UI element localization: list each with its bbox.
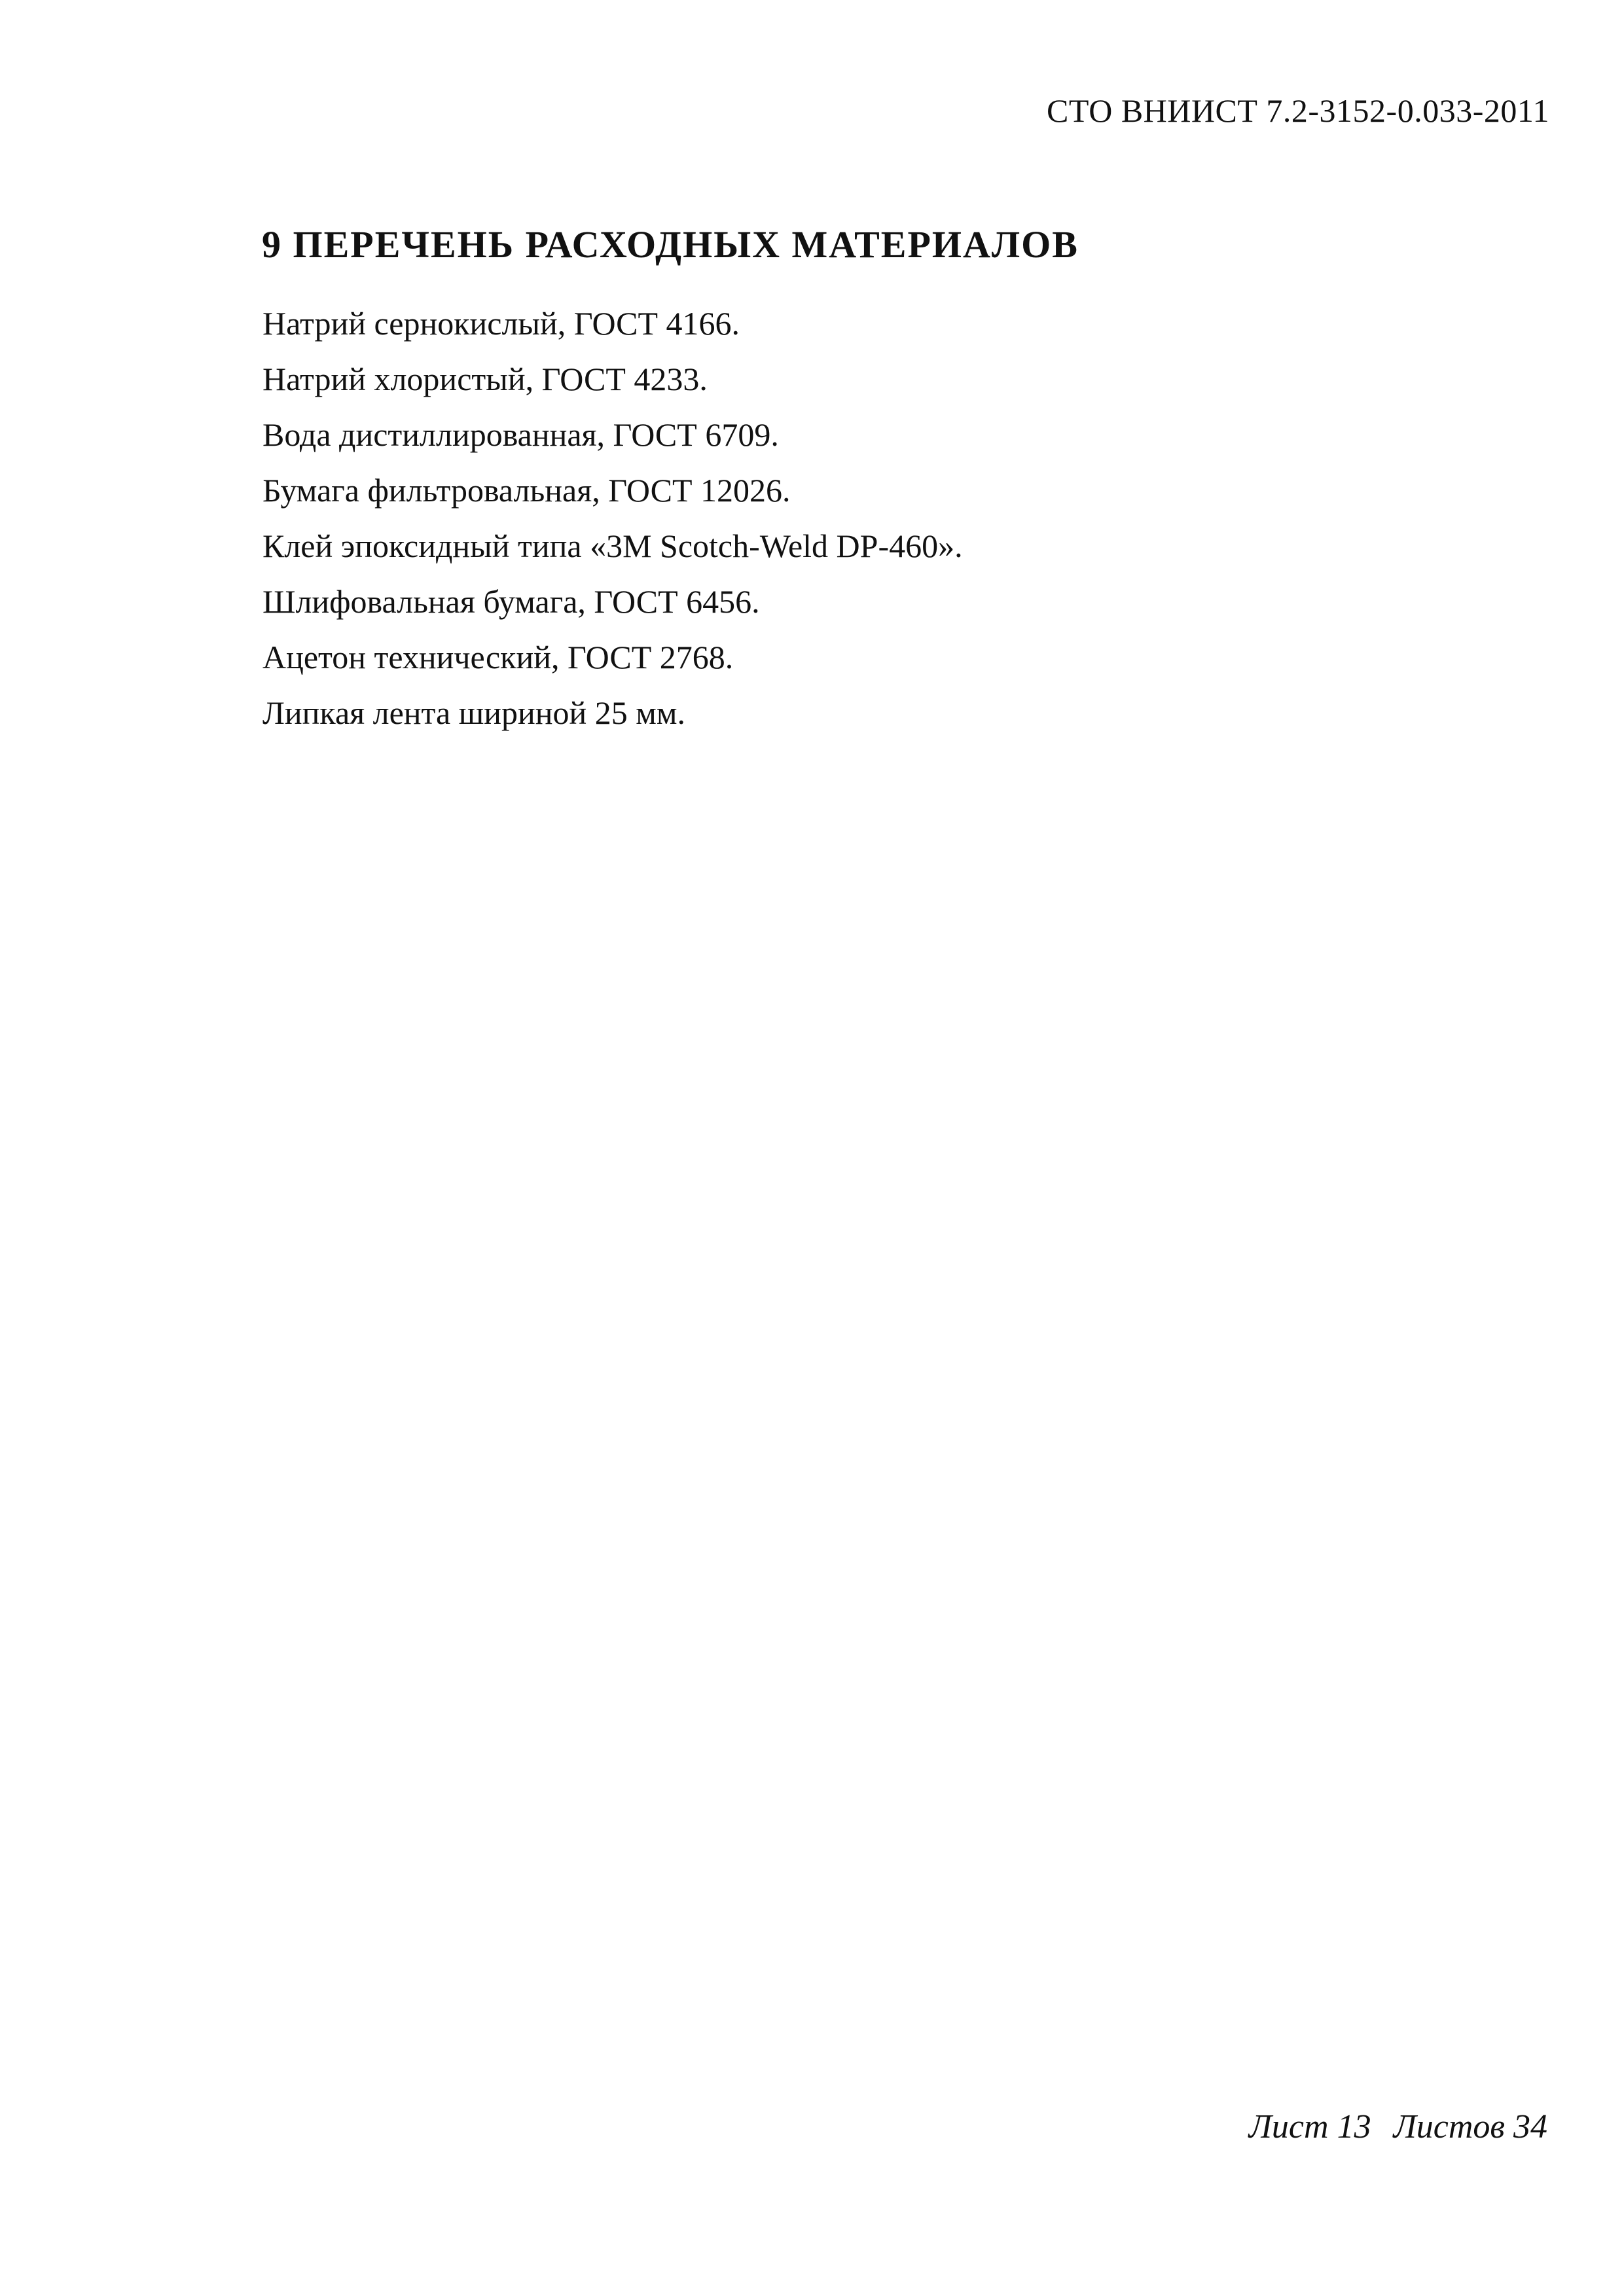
material-item: Шлифовальная бумага, ГОСТ 6456. <box>262 583 760 620</box>
material-item: Натрий хлористый, ГОСТ 4233. <box>262 361 708 397</box>
section-title: 9 ПЕРЕЧЕНЬ РАСХОДНЫХ МАТЕРИАЛОВ <box>262 223 1079 266</box>
material-item: Вода дистиллированная, ГОСТ 6709. <box>262 416 779 453</box>
sheet-footer <box>1249 2108 1547 2146</box>
material-item: Клей эпоксидный типа «3M Scotch-Weld DP-460». <box>262 528 963 564</box>
sheets-total: Листов 34 <box>1393 2108 1547 2145</box>
material-item: Натрий сернокислый, ГОСТ 4166. <box>262 305 740 342</box>
materials-list <box>262 296 963 741</box>
material-item: Бумага фильтровальная, ГОСТ 12026. <box>262 472 791 509</box>
material-item: Ацетон технический, ГОСТ 2768. <box>262 639 734 675</box>
document-code: СТО ВНИИСТ 7.2-3152-0.033-2011 <box>1046 92 1549 129</box>
sheet-number: Лист 13 <box>1248 2108 1371 2145</box>
material-item: Липкая лента шириной 25 мм. <box>262 694 686 731</box>
